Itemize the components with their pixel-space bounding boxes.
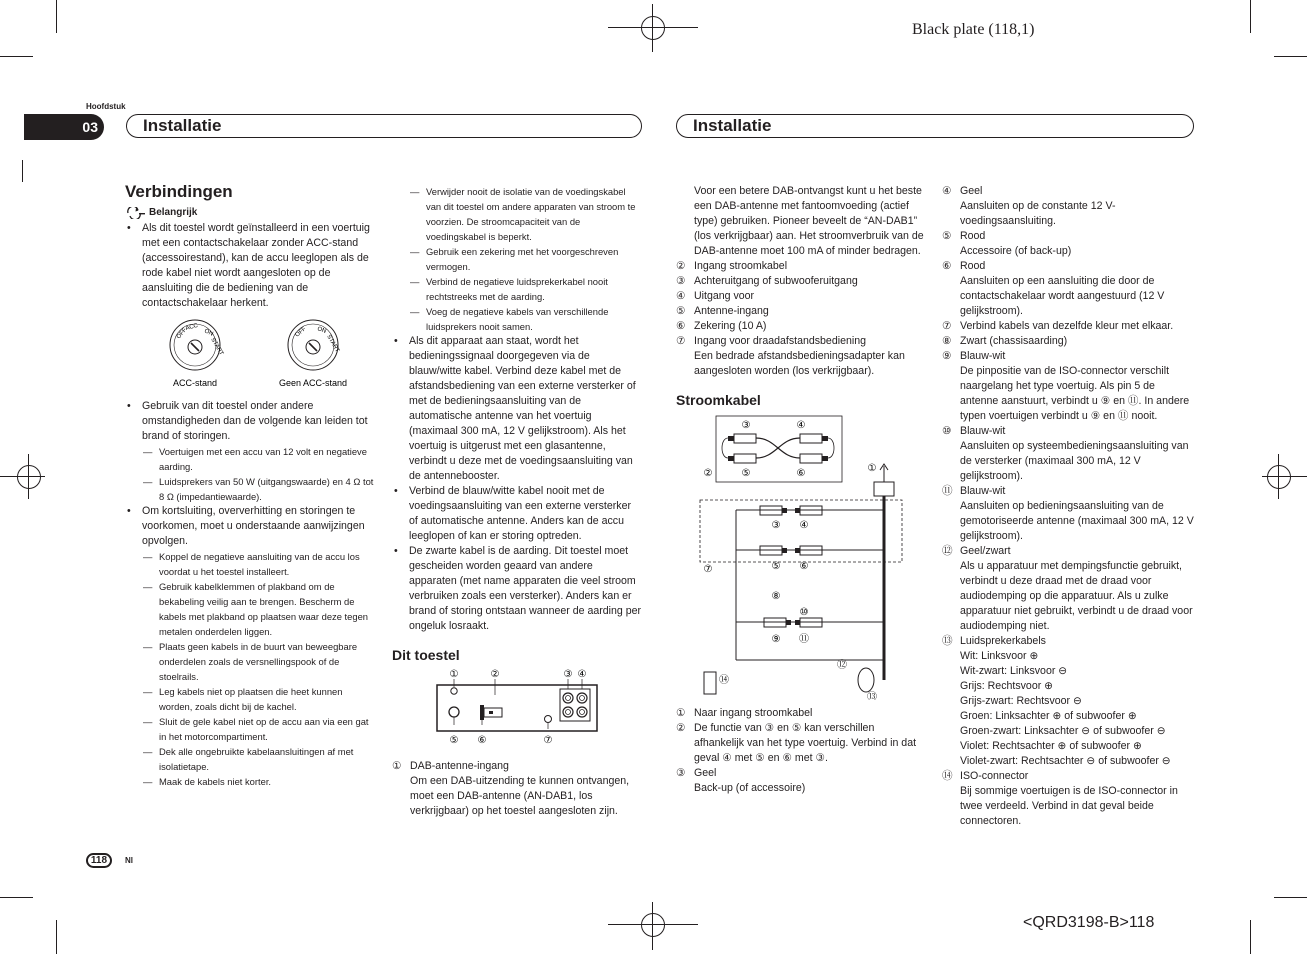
dash-text: — Gebruik een zekering met het voorgeschreven vermogen. <box>392 244 642 274</box>
dash-text: — Koppel de negatieve aansluiting van de accu los voordat u het toestel installeert. <box>125 549 375 579</box>
switch-label-acc: ACC <box>184 322 199 332</box>
unit-label: ⑥ <box>477 735 487 746</box>
dash-text: — Gebruik kabelklemmen of plakband om de bekabeling veilig aan te brengen. Bescherm de kabels met plakband op plaatsen waar deze tegen metalen onderdelen liggen. <box>125 579 375 639</box>
diagram-label: ② <box>703 468 713 479</box>
speaker-wire: Grijs: Rechtsvoor ⊕ <box>960 680 1054 692</box>
dash-text: — Sluit de gele kabel niet op de accu aan via een gat in het motorcompartiment. <box>125 714 375 744</box>
switch-caption-acc: ACC-stand <box>172 378 218 388</box>
dash-text: — Luidsprekers van 50 W (uitgangswaarde) en 4 Ω tot 8 Ω (impedantiewaarde). <box>125 474 375 504</box>
important-note <box>125 205 375 220</box>
item-description: Een bedrade afstandsbedieningsadapter kan aangesloten worden (los verkrijgbaar). <box>694 350 905 377</box>
item-description: Als u apparatuur met dempingsfunctie gebruikt, verbindt u deze draad met de draad voor audiodemping op die apparatuur. Als u zulke apparatuur niet gebruikt, verbindt u de draad voor audiodemping niet. <box>960 560 1193 632</box>
crop-mark <box>56 0 57 33</box>
dash-text: — Leg kabels niet op plaatsen die heet kunnen worden, zoals dicht bij de kachel. <box>125 684 375 714</box>
plate-label: Black plate (118,1) <box>912 21 1035 38</box>
important-label: Belangrijk <box>149 207 198 218</box>
column-2 <box>392 184 642 819</box>
registration-mark-icon <box>641 16 665 40</box>
diagram-label: ⑪ <box>799 634 809 645</box>
power-cable-diagram <box>676 410 926 700</box>
wired-remote-jack-icon <box>545 716 552 723</box>
dash-text: — Dek alle ongebruikte kabelaansluitingen af met isolatietape. <box>125 744 375 774</box>
bullet-text: • Als dit apparaat aan staat, wordt het bedieningssignaal doorgegeven via de blauw/witte kabel. Verbind deze kabel met de afstandsbediening van een externe versterker of met de bedieningsaansluiting van de automatische antenne van het voertuig (maximaal 300 mA, 12 V gelijkstroom). Als het voertuig is uitgerust met een glasantenne, verbindt u deze met de voedingsaansluiting van de antennebooster. <box>392 334 642 484</box>
ignition-switch-acc-icon <box>170 320 224 370</box>
crop-mark <box>1250 920 1251 954</box>
switch-label-on: ON <box>316 326 327 335</box>
list-item: ⑦ Ingang voor draadafstandsbediening <box>676 335 866 347</box>
list-item: ① Naar ingang stroomkabel <box>676 707 813 719</box>
crop-mark <box>0 56 33 57</box>
connector-icon <box>800 434 828 443</box>
bullet-text: • Gebruik van dit toestel onder andere omstandigheden dan de volgende kan leiden tot brand of storingen. <box>125 399 375 444</box>
list-item: ② Ingang stroomkabel <box>676 260 788 272</box>
list-item: ⑪ Blauw-wit <box>942 485 1006 497</box>
crop-mark <box>1274 897 1307 898</box>
item-description: De pinpositie van de ISO-connector verschilt naargelang het type voertuig. Als pin 5 de antenne aanstuurt, verbindt u ⑨ en ⑪. In andere typen voertuigen verbindt u ⑨ en ⑪ nooit. <box>960 365 1190 422</box>
rca-jack-icon <box>563 707 573 717</box>
item-description: Aansluiten op de constante 12 V-voedingsaansluiting. <box>960 200 1116 227</box>
diagram-label: ⑦ <box>703 564 713 575</box>
diagram-label: ④ <box>799 520 809 531</box>
crop-mark <box>0 897 33 898</box>
page-number-badge <box>86 853 112 868</box>
list-item: ⑥ Zekering (10 A) <box>676 320 767 332</box>
heading-verbindingen: Verbindingen <box>125 182 233 201</box>
list-item: ⑦ Verbind kabels van dezelfde kleur met elkaar. <box>942 320 1174 332</box>
registration-mark-icon <box>641 913 665 937</box>
list-item: ⑤ Rood <box>942 230 986 242</box>
diagram-label: ⑥ <box>796 468 806 479</box>
speaker-wire: Violet-zwart: Rechtsachter ⊖ of subwoofer ⊖ <box>960 755 1171 767</box>
list-item: ⑥ Rood <box>942 260 986 272</box>
item-description: Bij sommige voertuigen is de ISO-connector in twee verdeeld. Verbind in dat geval beide connectoren. <box>960 785 1178 827</box>
intro-text: Voor een betere DAB-ontvangst kunt u het beste een DAB-antenne met fantoomvoeding (actief type) gebruiken. Pioneer beveelt de “AN-DAB1” (los verkrijgbaar) aan. Het stroomverbruik van de DAB-antenne moet 100 mA of minder bedragen. <box>694 185 924 257</box>
list-item: ⑧ Zwart (chassisaarding) <box>942 335 1068 347</box>
ignition-switch-no-acc-icon <box>288 320 340 370</box>
section-title-left: Installatie <box>126 114 642 138</box>
unit-label: ① <box>449 669 459 680</box>
registration-mark-icon <box>17 465 41 489</box>
list-item: ③ Achteruitgang of subwooferuitgang <box>676 275 858 287</box>
speaker-wire: Groen: Linksachter ⊕ of subwoofer ⊕ <box>960 710 1137 722</box>
chapter-label: Hoofdstuk <box>86 102 126 111</box>
crop-mark <box>1250 0 1251 33</box>
diagram-label: ⑫ <box>837 660 847 671</box>
dash-text: — Verbind de negatieve luidsprekerkabel nooit rechtstreeks met de aarding. <box>392 274 642 304</box>
diagram-label: ⑩ <box>799 607 809 618</box>
power-input-connector-icon <box>874 482 894 496</box>
page-number: 118 <box>88 855 110 866</box>
diagram-label: ⑤ <box>741 468 751 479</box>
important-icon <box>125 207 145 219</box>
speaker-wire: Wit-zwart: Linksvoor ⊖ <box>960 665 1068 677</box>
speaker-wire: Wit: Linksvoor ⊕ <box>960 650 1039 662</box>
column-3 <box>676 184 926 796</box>
unit-label: ③ <box>563 669 573 680</box>
item-description: Accessoire (of back-up) <box>960 245 1072 257</box>
rca-jack-icon <box>577 693 587 703</box>
diagram-label: ⑥ <box>799 561 809 572</box>
rca-jack-icon <box>563 693 573 703</box>
bullet-text: • Verbind de blauw/witte kabel nooit met de voedingsaansluiting van een externe versterker of automatische antenne. Anders kan de accu leeglopen of kan er storing optreden. <box>392 484 642 544</box>
bullet-text: • Om kortsluiting, oververhitting en storingen te voorkomen, moet u onderstaande aanwijzingen opvolgen. <box>125 504 375 549</box>
diagram-label: ① <box>867 463 877 474</box>
heading-stroomkabel: Stroomkabel <box>676 392 761 408</box>
speaker-wire: Violet: Rechtsachter ⊕ of subwoofer ⊕ <box>960 740 1142 752</box>
registration-mark-icon <box>1267 465 1291 489</box>
dash-text: — Verwijder nooit de isolatie van de voedingskabel van dit toestel om andere apparaten van stroom te voorzien. De stroomcapaciteit van de voedingskabel is beperkt. <box>392 184 642 244</box>
heading-dit-toestel: Dit toestel <box>392 647 460 663</box>
connector-icon <box>800 454 828 463</box>
list-item: ① DAB-antenne-ingang <box>392 760 509 772</box>
speaker-wire: Grijs-zwart: Rechtsvoor ⊖ <box>960 695 1082 707</box>
column-4 <box>942 184 1194 829</box>
list-item: ④ Uitgang voor <box>676 290 755 302</box>
list-item: ⑩ Blauw-wit <box>942 425 1006 437</box>
list-item: ⑬ Luidsprekerkabels <box>942 635 1046 647</box>
list-item: ⑫ Geel/zwart <box>942 545 1011 557</box>
list-item: ② De functie van ③ en ⑤ kan verschillen afhankelijk van het type voertuig. Verbind in dat geval ④ met ⑤ en ⑥ met ③. <box>676 722 917 764</box>
switch-caption-no-acc: Geen ACC-stand <box>278 378 348 388</box>
unit-label: ④ <box>577 669 587 680</box>
connector-icon <box>728 454 756 463</box>
diagram-label: ⑭ <box>719 675 729 686</box>
dash-text: — Maak de kabels niet korter. <box>125 774 375 789</box>
list-item: ⑤ Antenne-ingang <box>676 305 769 317</box>
crop-mark <box>22 160 23 182</box>
connector-icon <box>728 434 756 443</box>
dash-text: — Voeg de negatieve kabels van verschillende luidsprekers nooit samen. <box>392 304 642 334</box>
switch-label-start: START <box>325 334 341 354</box>
diagram-label: ⑬ <box>867 692 877 700</box>
item-description: Aansluiten op systeembedieningsaansluiting van de versterker (maximaal 300 mA, 12 V gelijkstroom). <box>960 440 1189 482</box>
dash-text: — Voertuigen met een accu van 12 volt en negatieve aarding. <box>125 444 375 474</box>
list-item: ⑭ ISO-connector <box>942 770 1029 782</box>
item-description: Back-up (of accessoire) <box>694 782 806 794</box>
crop-mark <box>56 920 57 954</box>
column-1 <box>125 184 375 789</box>
diagram-label: ④ <box>796 420 806 431</box>
switch-label-off: OFF <box>294 326 308 339</box>
item-description: Om een DAB-uitzending te kunnen ontvangen, moet een DAB-antenne (AN-DAB1, los verkrijgbaar) op het toestel aangesloten zijn. <box>410 775 630 817</box>
diagram-label: ⑤ <box>771 561 781 572</box>
antenna-jack-icon <box>451 688 457 694</box>
unit-rear-panel-figure <box>392 667 642 755</box>
switch-label-on: ON <box>203 328 214 338</box>
rca-jack-icon <box>577 707 587 717</box>
ignition-switch-figure <box>125 315 375 397</box>
item-description: Aansluiten op een aansluiting die door de contactschakelaar wordt aangestuurd (12 V gelijkstroom). <box>960 275 1165 317</box>
diagram-label: ③ <box>741 420 751 431</box>
diagram-label: ⑧ <box>771 591 781 602</box>
bullet-text: • Als dit toestel wordt geïnstalleerd in een voertuig met een contactschakelaar zonder ACC-stand (accessoirestand), kan de accu leeglopen als de rode kabel niet wordt aangesloten op de aansluiting die de bediening van de contactschakelaar herkent. <box>125 221 375 311</box>
antenna-input-icon <box>449 707 459 717</box>
language-code: Nl <box>125 856 133 865</box>
unit-label: ⑦ <box>543 735 553 746</box>
switch-label-off: OFF <box>175 327 189 341</box>
dash-text: — Plaats geen kabels in de buurt van beweegbare onderdelen zoals de versnellingspook of de stoelrails. <box>125 639 375 684</box>
unit-label: ⑤ <box>449 735 459 746</box>
item-description: Aansluiten op bedieningsaansluiting van de gemotoriseerde antenne (maximaal 300 mA, 12 V gelijkstroom). <box>960 500 1194 542</box>
list-item: ④ Geel <box>942 185 983 197</box>
switch-label-start: START <box>209 337 225 357</box>
list-item: ③ Geel <box>676 767 717 779</box>
list-item: ⑨ Blauw-wit <box>942 350 1006 362</box>
diagram-label: ⑨ <box>771 634 781 645</box>
unit-label: ② <box>490 669 500 680</box>
iso-connector-icon <box>704 672 716 694</box>
chapter-number: 03 <box>24 114 104 140</box>
crop-mark <box>1274 56 1307 57</box>
diagram-label: ③ <box>771 520 781 531</box>
speaker-wire: Groen-zwart: Linksachter ⊖ of subwoofer ⊖ <box>960 725 1166 737</box>
document-code: <QRD3198-B>118 <box>1023 914 1155 931</box>
bullet-text: • De zwarte kabel is de aarding. Dit toestel moet gescheiden worden geaard van andere apparaten (met name apparaten die veel stroom verbruiken zoals een versterker). Anders kan er brand of storing ontstaan wanneer de aarding per ongeluk losraakt. <box>392 544 642 634</box>
section-title-right: Installatie <box>676 114 1194 138</box>
